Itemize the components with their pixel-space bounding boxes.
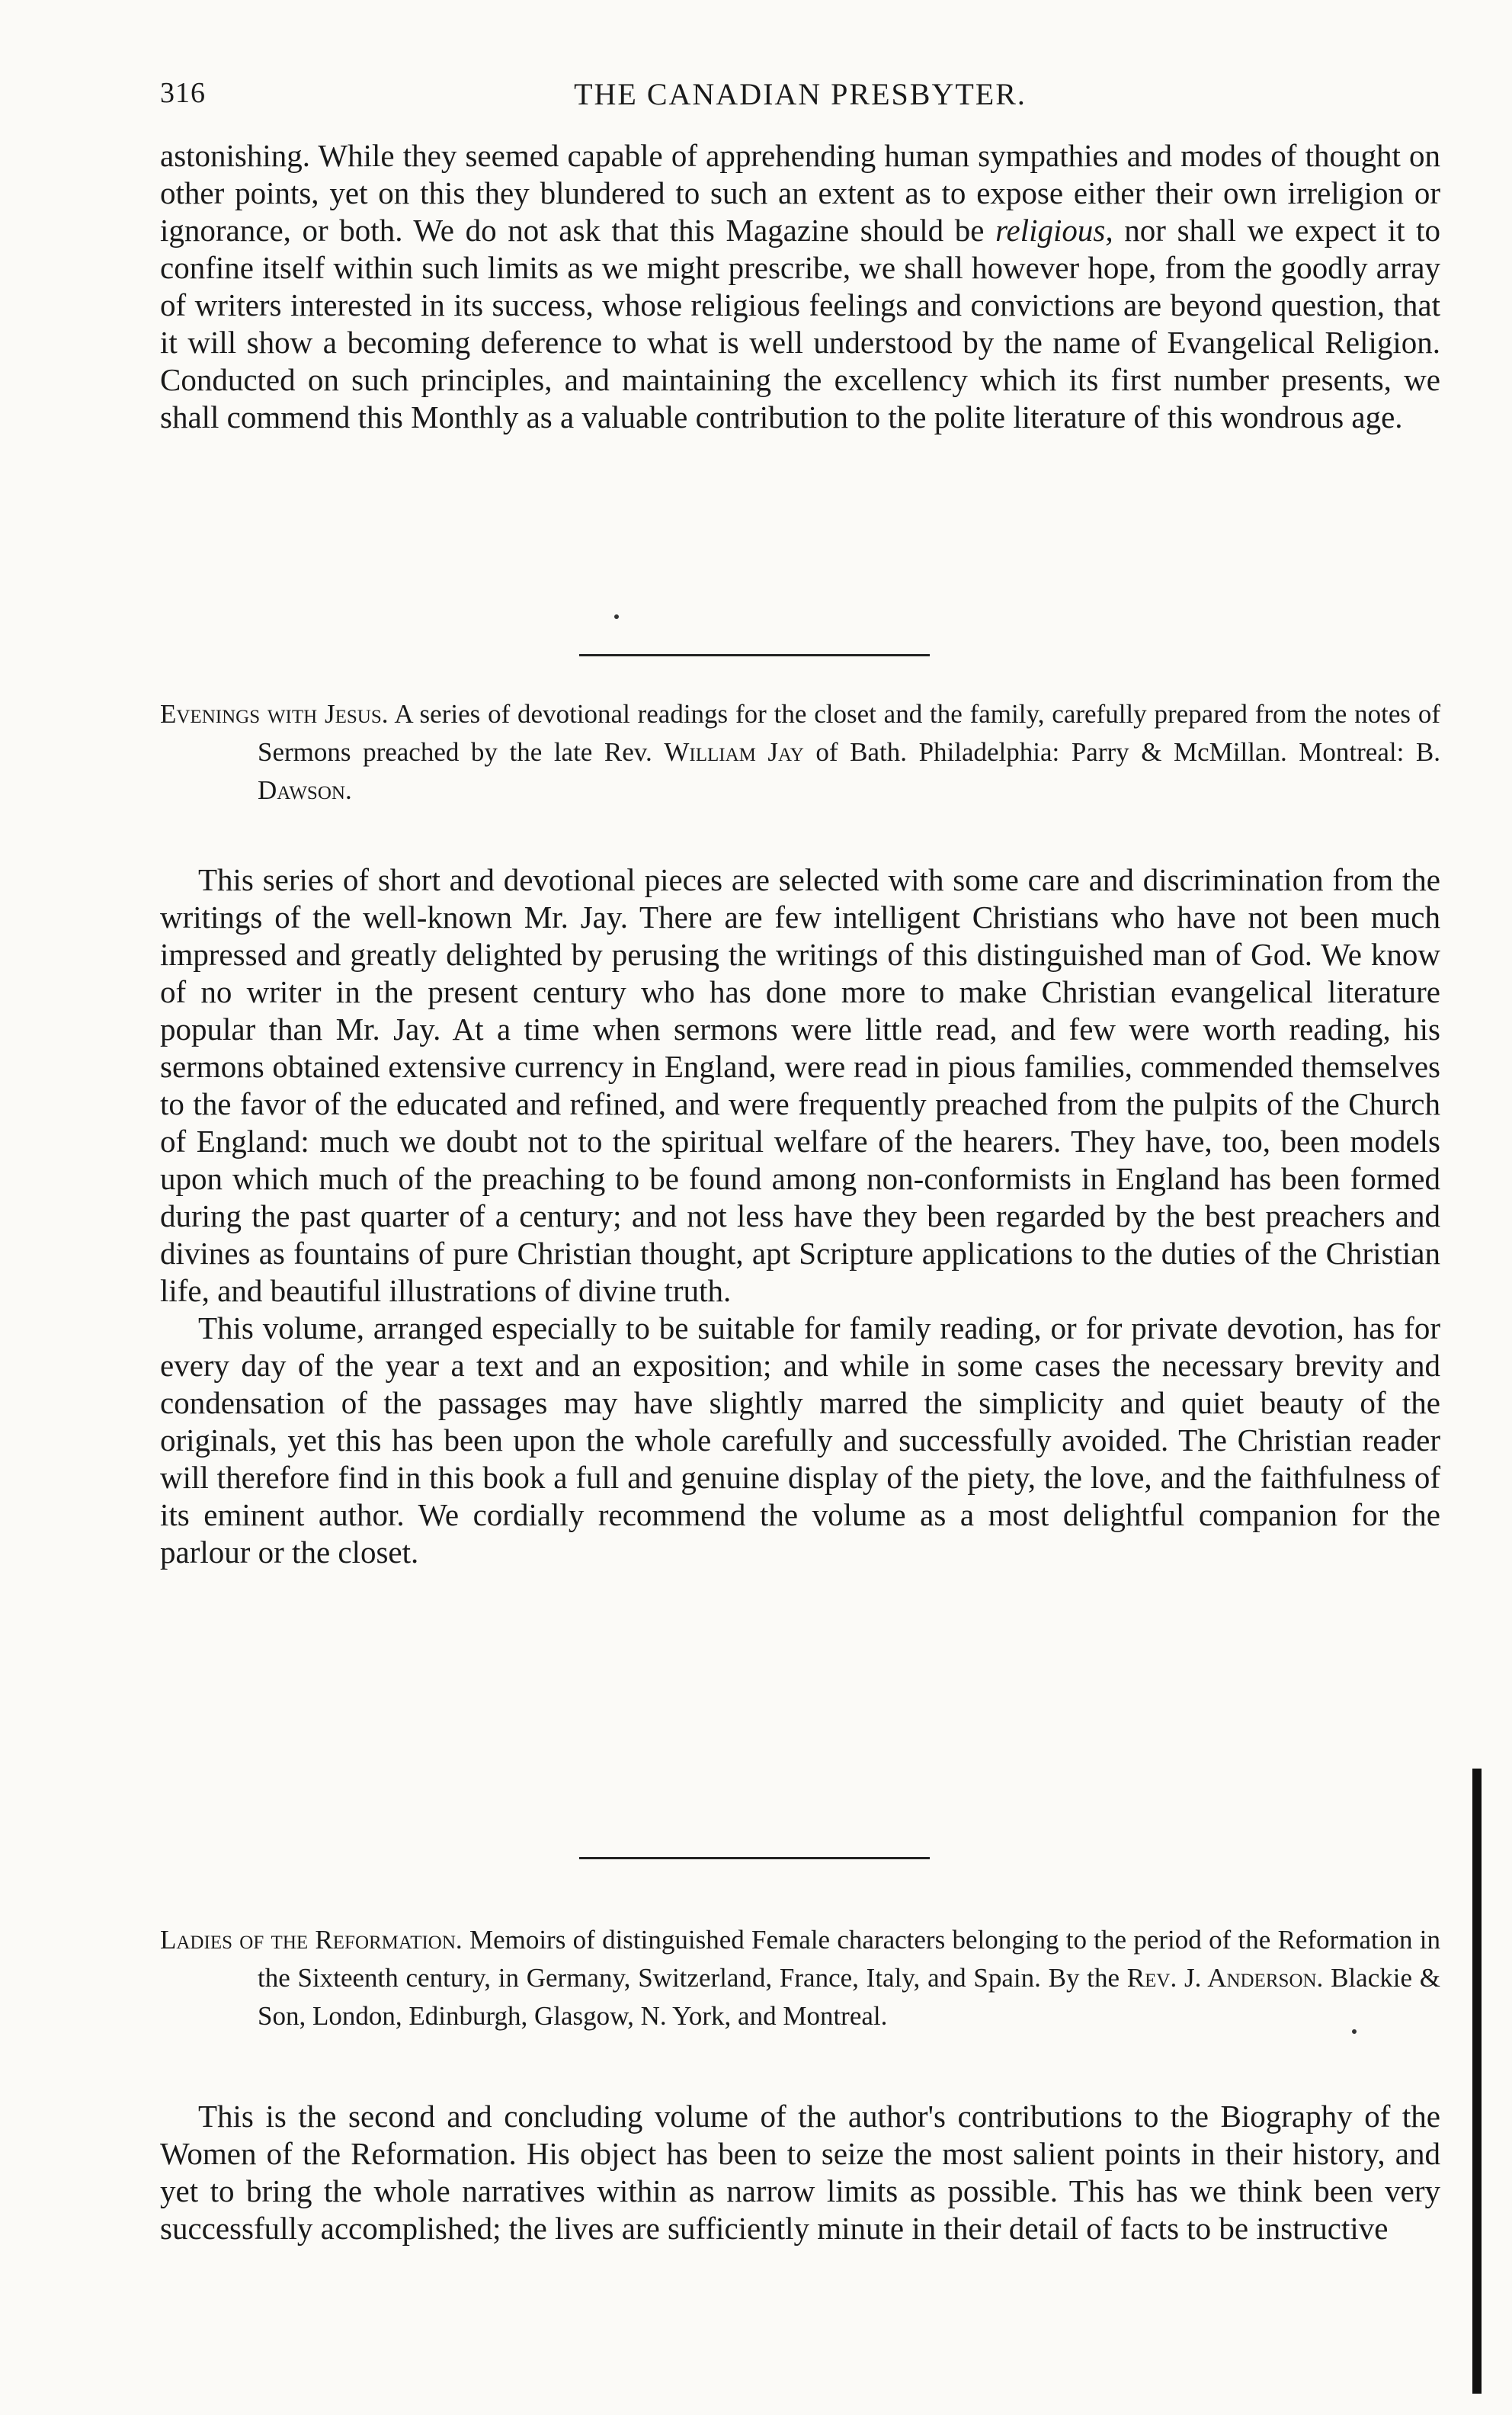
continuation-text-a: astonishing. While they seemed capable of apprehending human sympathies and modes of thought on other points, yet on this they blundered to such an extent as to expose either their own irreligion or ignorance, or both. We do not ask that this Magazine should be: [160, 138, 1440, 248]
review-desc-b: Blackie & Son, London, Edinburgh, Glasgow, N. York, and Montreal.: [258, 1963, 1440, 2031]
continuation-text-b: nor shall we expect it to confine itself within such limits as we might prescribe, we shall however hope, from the goodly array of writers interested in its success, whose religious feelings and convictions are beyond question, that it will show a becoming deference to what is well understood by the name of Evangelical Religion. Conducted on such principles, and maintaining the excellency which its first number presents, we shall commend this Monthly as a valuable contribution to the polite literature of this wondrous age.: [160, 213, 1441, 435]
stray-dot: [614, 614, 619, 619]
review-desc-end: .: [344, 775, 352, 805]
review-heading-ladies: [160, 1921, 1440, 2035]
running-title: THE CANADIAN PRESBYTER.: [574, 77, 1027, 111]
continuation-section: [160, 137, 1440, 436]
page-number: 316: [160, 77, 206, 109]
review-paragraph: This volume, arranged especially to be suitable for family reading, or for private devotion, has for every day of the year a text and an exposition; and while in some cases the necessary brevity and condensation of the passages may have slightly marred the simplicity and quiet beauty of the originals, yet this has been upon the whole carefully and successfully avoided. The Christian reader will therefore find in this book a full and genuine display of the piety, the love, and the faithfulness of its eminent author. We cordially recommend the volume as a most delightful companion for the parlour or the closet.: [160, 1310, 1440, 1570]
review-title: Ladies of the Reformation.: [160, 1925, 463, 1955]
review-author: Rev. J. Anderson.: [1126, 1963, 1324, 1993]
publisher-name: Dawson: [258, 775, 345, 805]
review-body-ladies: [160, 2098, 1440, 2247]
review-paragraph: This series of short and devotional pieces are selected with some care and discrimination from the writings of the well-known Mr. Jay. There are few intelligent Christians who have not been much impressed and greatly delighted by perusing the writings of this distinguished man of God. We know of no writer in the present century who has done more to make Christian evangelical literature popular than Mr. Jay. At a time when sermons were little read, and few were worth reading, his sermons obtained extensive currency in England, were read in pious families, commended themselves to the favor of the educated and refined, and were frequently preached from the pulpits of the Church of England: much we doubt not to the spiritual welfare of the hearers. They have, too, been models upon which much of the preaching to be found among non-conformists in England has been formed during the past quarter of a century; and not less have they been regarded by the best preachers and divines as fountains of pure Christian thought, apt Scripture applications to the duties of the Christian life, and beautiful illustrations of divine truth.: [160, 862, 1440, 1308]
review-desc-a: Memoirs of distinguished Female characters belonging to the period of the Reformation in the Sixteenth century, in Germany, Switzerland, France, Italy, and Spain. By the: [258, 1925, 1440, 1993]
running-header: [160, 76, 1440, 122]
review-author: William Jay: [664, 737, 804, 767]
review-desc-a: A series of devotional readings for the closet and the family, carefully prepared from the notes of Sermons preached by the late Rev.: [258, 699, 1440, 767]
section-divider: [579, 1857, 930, 1859]
scan-margin-shadow: [1472, 1769, 1482, 2394]
italic-term: religious,: [995, 213, 1113, 248]
continuation-paragraph: [160, 137, 1440, 436]
review-body-evenings: [160, 861, 1440, 1571]
review-heading-evenings: [160, 695, 1440, 810]
review-title: Evenings with Jesus.: [160, 699, 389, 729]
stray-dot: [1352, 2029, 1357, 2034]
review-paragraph: This is the second and concluding volume of the author's contributions to the Biography of the Women of the Reformation. His object has been to seize the most salient points in their history, and yet to bring the whole narratives within as narrow limits as possible. This has we think been very successfully accomplished; the lives are sufficiently minute in their detail of facts to be instructive: [160, 2099, 1440, 2246]
section-divider: [579, 654, 930, 656]
review-desc-b: of Bath. Philadelphia: Parry & McMillan. Montreal: B.: [803, 737, 1440, 767]
